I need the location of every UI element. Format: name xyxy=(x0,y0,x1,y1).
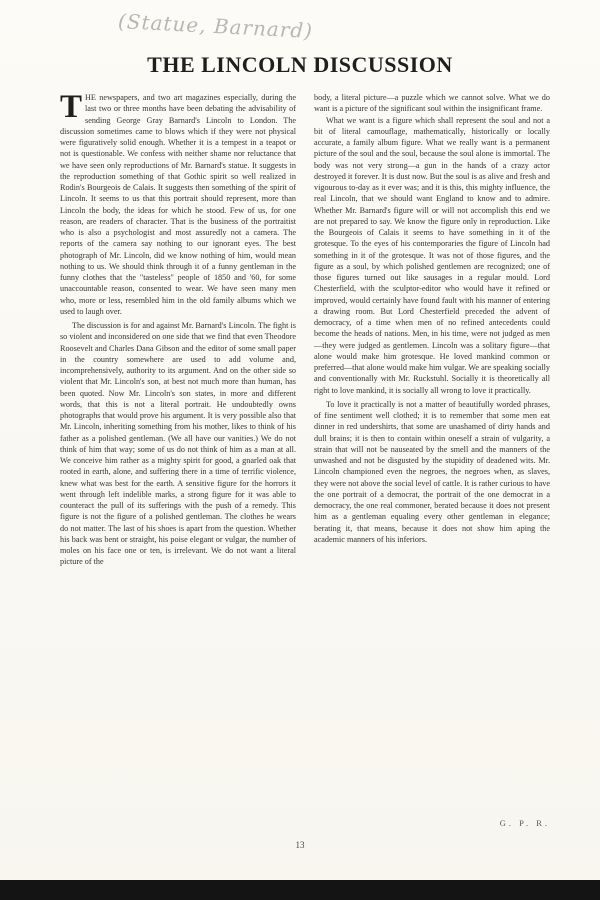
scan-border xyxy=(0,880,600,900)
article-title: THE LINCOLN DISCUSSION xyxy=(147,52,453,77)
paragraph-text: HE newspapers, and two art magazines especially, during the last two or three months have been debating the advisability of sending George Gray Barnard's Lincoln to London. The discussion sometimes came to blows which if they were not physical were figuratively solid enough. Whether it is a tempest in a teapot or not is questionable. We confess with neither shame nor reluctance that we have seen only reproductions of Mr. Barnard's statue. It suggests in the reproduction something of that Gothic spirit so well realized in Rodin's Bourgeois de Calais. It suggests then something of the spirit of Lincoln. It seems to us that this portrait should represent, more than Lincoln the body, the ideas for which he stood. Few of us, for one reason, are readers of character. That is the business of the portraitist who is also a psychologist and most assuredly not a camera. The reports of the camera say nothing to our ignorant eyes. The best photograph of Mr. Lincoln, did we know nothing of him, would mean nothing to us. We should think through it of a funny gentleman in the funny clothes that the "tasteless" people of 1850 and '60, for some unaccountable reason, consented to wear. We have seen many men who, more or less, resembled him in the old family albums which we used to laugh over. xyxy=(60,93,296,316)
paragraph: What we want is a figure which shall represent the soul and not a bit of literal camouflage, mathematically, historically or locally accurate, a family album figure. What we really want is a permanent picture of the soul and the soul, because the soul alone is immortal. The body was not very strong—a gun in the hands of a crazy actor destroyed it forever. It is dust now. But the soul is as alive and fresh and vigourous to-day as it ever was; and it is this, this mighty influence, the real Lincoln, that we should want England to know and to admire. Whether Mr. Barnard's figure will or will not accomplish this end we are not prepared to say. We know the figure only in reproduction. Like the Bourgeois of Calais it seems to have something in it of the grotesque. To the eyes of his contemporaries the figure of Lincoln had something in it of the grotesque. It was not of those figures, and the figure as a soul, by which polished gentlemen are recognized; one of those figures turned out like sausages in a regular mould. Lord Chesterfield, with the sculptor-editor who would have it refined or improved, would certainly have found fault with his manner of entering a drawing room. But Lord Chesterfield preceded the advent of democracy, of a time when men of no refined antecedents could become the heads of nations. Men, in his time, were not judged as men—they were judged as gentlemen. Lincoln was a solitary figure—that alone would make him grotesque. He loved mankind common or preferred—that alone would make him vulgar. We are speaking socially and conventionally with Mr. Ruckstuhl. Socially it is theoretically all right to love mankind, it is socially all wrong to love it practically. xyxy=(314,115,550,395)
left-column xyxy=(60,89,296,568)
paragraph: To love it practically is not a matter of beautifully worded phrases, of fine sentiment well clothed; it is to remember that some men eat dinner in red undershirts, that some are unashamed of dirty hands and dull brains; it is then to contain within oneself a strain of vulgarity, a strain that will not be nauseated by the smell and the manners of the unwashed and not be disgusted by the stupidity of deadened wits. Mr. Lincoln championed even the negroes, the negroes when, as slaves, they were not above the social level of cattle. It is rather curious to have the one portrait of a democrat, the portrait of the one democrat in a democracy, the one real commoner, berated because it does not present him as a gentleman equaling every other gentleman in elegance; berating it, that means, because it does not show him aping the academic manners of his inferiors. xyxy=(314,399,550,544)
right-column xyxy=(314,92,550,545)
handwritten-note: (Statue, Barnard) xyxy=(117,8,314,44)
paragraph: body, a literal picture—a puzzle which we cannot solve. What we do want is a picture of the significant soul within the insignificant frame. xyxy=(314,93,550,114)
paragraph: The discussion is for and against Mr. Barnard's Lincoln. The fight is so violent and inconsidered on one side that we find that even Theodore Roosevelt and Charles Dana Gibson and the editor of some small paper in the country somewhere are used to add volume and, incomprehensively, authority to its argument. And on the other side so violent that Mr. Lincoln's son, at best not much more than human, has been quoted. Now Mr. Lincoln's son states, in more and different words, that this is not a literal portrait. He undoubtedly owns photographs that would prove his argument. It is very possible also that Mr. Lincoln, inheriting something from his mother, likes to think of his father as a polished gentleman. (We all have our vanities.) We do not think of him that way; some of us do not think of him as a man at all. We conceive him rather as a mighty spirit for good, a gnarled oak that rooted in earth, alone, and suffering there in a time of terrific violence, knew what was best for the earth. A sensitive figure for the horrors it went through left indelible marks, a strong figure for it was able to counteract the pull of its sufferings with the push of a remedy. This figure is not the figure of a polished gentleman. The clothes he wears do not matter. The last of his shoes is apart from the question. Whether his back was bent or straight, his poise elegant or vulgar, the number of moles on his face one or ten, is irrelevant. We do not want a literal picture of the xyxy=(60,321,296,567)
drop-cap: T xyxy=(60,89,83,125)
author-signature: G. P. R. xyxy=(499,818,550,828)
page-number: 13 xyxy=(295,840,305,850)
paragraph xyxy=(60,89,296,317)
